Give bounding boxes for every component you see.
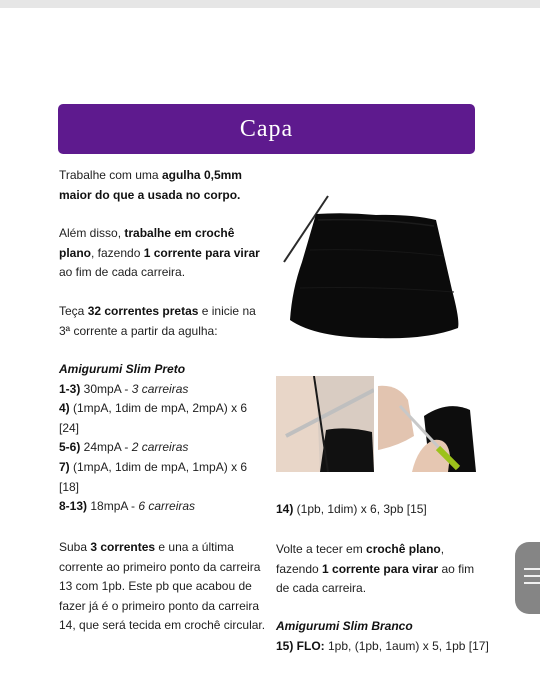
crochet-hook-icon [276,376,374,472]
side-menu-icon-line-3 [524,582,540,584]
crochet-hook-photo [276,376,374,472]
round-8-13: 8-13) 18mpA - 6 carreiras [59,499,196,514]
round-1-3: 1-3) 30mpA - 3 carreiras [59,381,189,396]
section-title: Capa [239,115,294,142]
side-menu-icon-line-2 [524,575,540,577]
round-14: 14) (1pb, 1dim) x 6, 3pb [15] [276,502,427,516]
preto-section [59,360,267,517]
branco-heading: Amigurumi Slim Branco [276,619,413,633]
crochet-hands-icon [378,376,476,472]
section-banner [58,104,475,154]
crochet-piece-photo [276,170,476,350]
side-menu-tab[interactable] [515,542,540,614]
round-7: 7) (1mpA, 1dim de mpA, 1mpA) x 6 [18] [59,459,248,494]
crochet-hands-photo [378,376,476,472]
round-15: 15) FLO: 1pb, (1pb, 1aum) x 5, 1pb [17] [276,638,489,653]
branco-section [276,617,491,656]
suba-paragraph: Suba 3 correntes e una a última corrente ao primeiro ponto da carreira 13 com 1pb. Este pb que acabou de fazer já é o primeiro ponto da carreira 14, que será tecida em crochê circular. [59,540,266,633]
top-edge-bar [0,0,540,8]
intro-paragraph-2: Além disso, trabalhe em crochê plano, fazendo 1 corrente para virar ao fim de cada carreira. [59,226,260,280]
round-5-6: 5-6) 24mpA - 2 carreiras [59,440,189,455]
side-menu-icon [524,568,540,570]
round-4: 4) (1mpA, 1dim de mpA, 2mpA) x 6 [24] [59,401,248,435]
intro-paragraph-3: Teça 32 correntes pretas e inicie na 3ª corrente a partir da agulha: [59,304,256,338]
crochet-piece-icon [276,170,476,350]
volte-paragraph: Volte a tecer em crochê plano, fazendo 1 corrente para virar ao fim de cada carreira. [276,542,475,596]
preto-heading: Amigurumi Slim Preto [59,362,186,376]
intro-paragraph-1: Trabalhe com uma agulha 0,5mm maior do que a usada no corpo. [59,168,242,202]
